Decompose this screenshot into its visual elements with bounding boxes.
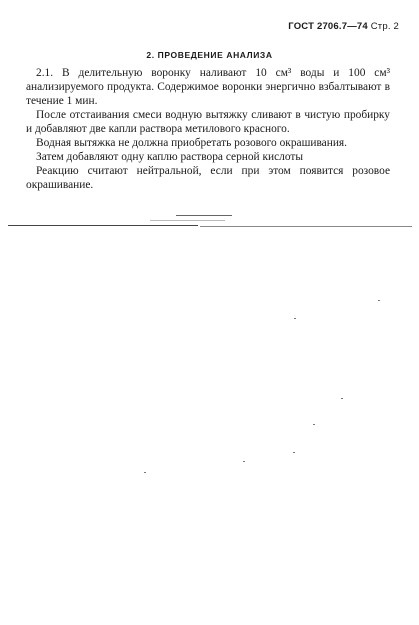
scan-speck: [294, 318, 296, 319]
scan-speck: [341, 398, 343, 399]
scan-speck: [313, 424, 315, 425]
end-rule-short: [176, 215, 232, 216]
standard-number: ГОСТ 2706.7—74: [288, 21, 368, 32]
paragraph-neutral: Реакцию считают нейтральной, если при этом появится розовое окрашивание.: [26, 165, 390, 191]
scan-speck: [243, 461, 245, 462]
page-header: [288, 21, 399, 32]
section-title: 2. ПРОВЕДЕНИЕ АНАЛИЗА: [146, 50, 273, 60]
paragraph-add-acid: Затем добавляют одну каплю раствора серной кислоты: [36, 151, 304, 163]
scan-speck: [144, 472, 146, 473]
section-body: [26, 66, 390, 192]
end-rule-left: [8, 225, 198, 226]
paragraph-settling: После отстаивания смеси водную вытяжку сливают в чистую пробирку и добавляют две капли раствора метилового красного.: [26, 109, 390, 135]
scan-speck: [293, 452, 295, 453]
end-rule-right: [200, 226, 412, 227]
page-number: Стр. 2: [370, 21, 399, 32]
paragraph-2-1: 2.1. В делительную воронку наливают 10 см³ воды и 100 см³ анализируемого продукта. Содержимое воронки энергично взбалтывают в течение 1 мин.: [26, 67, 390, 107]
scan-speck: [378, 300, 380, 301]
paragraph-no-pink: Водная вытяжка не должна приобретать розового окрашивания.: [36, 137, 348, 149]
end-rule-faint: [150, 220, 225, 221]
